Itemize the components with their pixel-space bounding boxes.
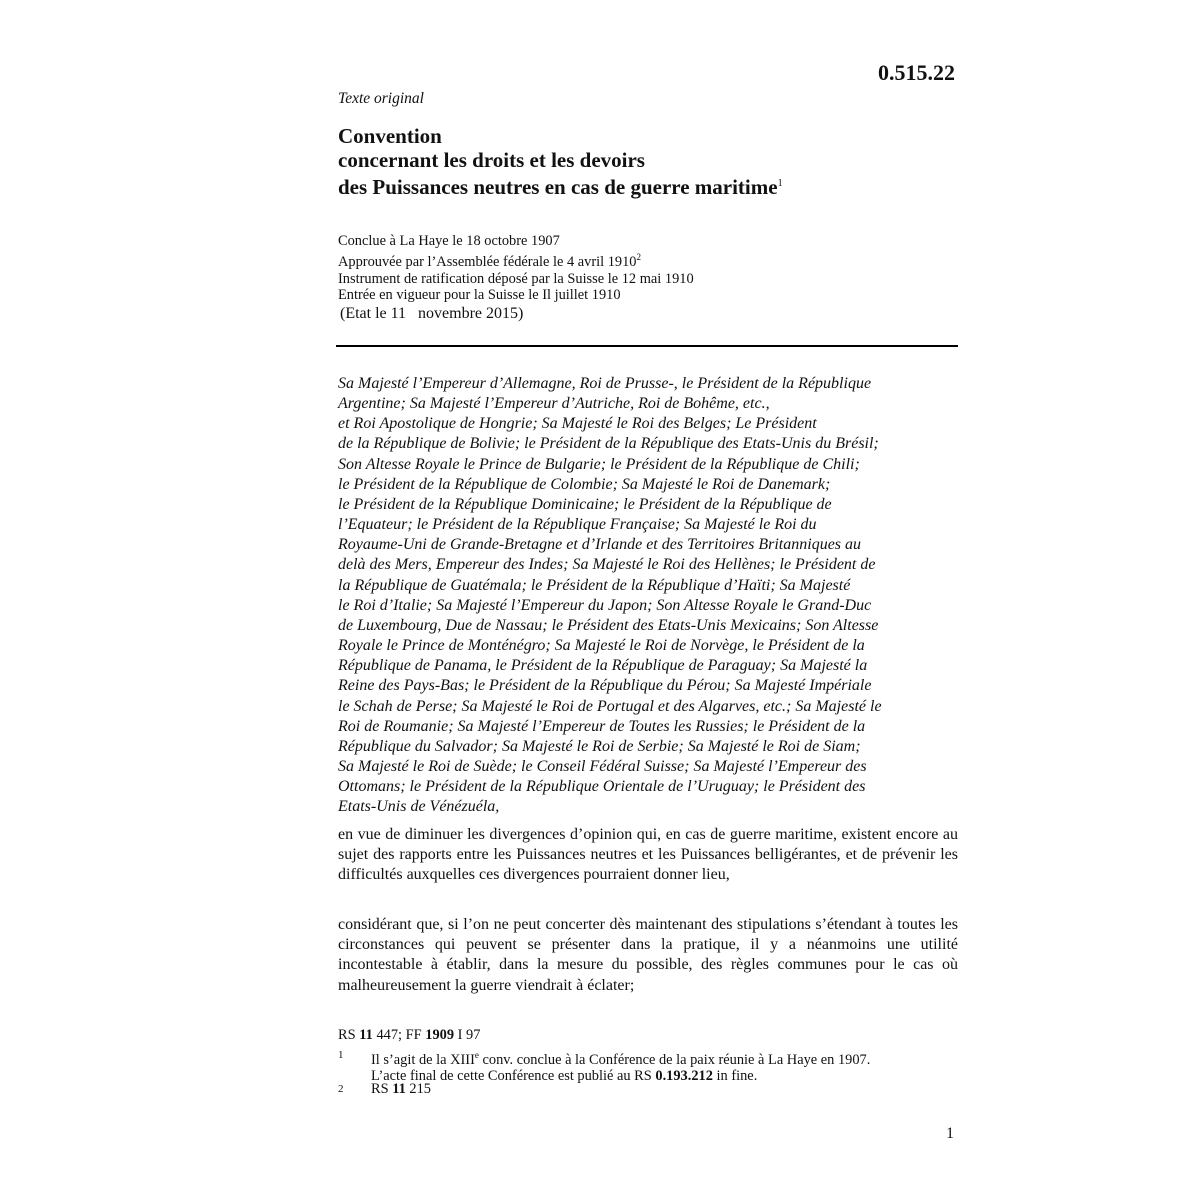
rs-volume: 11 [359,1027,373,1043]
footnote-1-line-1-b: conv. conclue à la Conférence de la paix réunie à La Haye en 1907. [478,1051,871,1068]
footnote-1-line-2-b: in fine. [712,1068,758,1085]
footnote-2-a: RS [371,1081,393,1097]
parties-line: delà des Mers, Empereur des Indes; Sa Majesté le Roi des Hellènes; le Président de [338,556,876,574]
parties-line: de la République de Bolivie; le Président de la République des Etats-Unis du Brésil; [338,435,879,453]
parties-line: Royaume-Uni de Grande-Bretagne et d’Irlande et des Territoires Britanniques au [338,536,862,554]
footnote-1-line-2-a: L’acte final de cette Conférence est publié au RS [371,1068,656,1085]
meta-entree: Entrée en vigueur pour la Suisse le Il juillet 1910 [338,287,621,304]
parties-line: Sa Majesté l’Empereur d’Allemagne, Roi de Prusse-, le Président de la République [338,375,872,392]
footnote-1-line-1 [371,1047,870,1068]
title-line-2: concernant les droits et les devoirs [338,148,645,172]
parties-line: République de Panama, le Président de la République de Paraguay; Sa Majesté la [338,657,868,675]
texte-original-label: Texte original [338,90,424,107]
parties-line: l’Equateur; le Président de la République Française; Sa Majesté le Roi du [338,516,817,534]
meta-approuvee [338,249,694,270]
parties-line: et Roi Apostolique de Hongrie; Sa Majesté le Roi des Belges; Le Président [338,415,817,433]
parties-line: Reine des Pays-Bas; le Président de la République du Pérou; Sa Majesté Impériale [338,677,872,695]
parties-line: République du Salvador; Sa Majesté le Roi de Serbie; Sa Majesté le Roi de Siam; [338,737,861,755]
footnote-2-b: 215 [405,1081,431,1097]
footnote-1-line-1-a: Il s’agit de la XIII [371,1051,475,1068]
title-line-3-text: des Puissances neutres en cas de guerre maritime [338,175,778,199]
parties-line: Etats-Unis de Vénézuéla, [338,798,500,816]
etat-date: (Etat le 11 novembre 2015) [340,305,524,322]
parties-line: le Schah de Perse; Sa Majesté le Roi de Portugal et des Algarves, etc.; Sa Majesté le [338,697,882,715]
document-title [338,124,958,199]
preamble-paragraph-1: en vue de diminuer les divergences d’opinion qui, en cas de guerre maritime, existent encore au sujet des rapports entre les Puissances neutres et les Puissances belligérantes, et de prévenir les difficultés auxquelles ces divergences pourraient donner lieu, [338,826,958,884]
parties-line: le Roi d’Italie; Sa Majesté l’Empereur du Japon; Son Altesse Royale le Grand-Duc [338,596,872,614]
meta-instrument: Instrument de ratification déposé par la Suisse le 12 mai 1910 [338,270,694,287]
meta-approuvee-text: Approuvée par l’Assemblée fédérale le 4 avril 1910 [338,254,637,271]
meta-conclue: Conclue à La Haye le 18 octobre 1907 [338,233,560,249]
parties-line: Ottomans; le Président de la République Orientale de l’Uruguay; le Président des [338,778,866,796]
official-references [338,1027,480,1044]
parties-line: le Président de la République Dominicaine; le Président de la République de [338,495,832,513]
footnote-2-volume: 11 [392,1081,406,1097]
ff-rest: I 97 [457,1027,481,1043]
footnote-1-text [371,1047,870,1085]
meta-approuvee-footnote-ref[interactable]: 2 [636,252,641,263]
footnote-1-rs-link[interactable]: 0.193.212 [655,1068,713,1085]
page-number: 1 [946,1125,954,1142]
convention-metadata [338,233,694,303]
footnote-2 [338,1081,958,1099]
ff-year: 1909 [425,1027,455,1043]
contracting-parties [338,374,958,817]
footnote-2-number: 2 [338,1083,344,1095]
title-footnote-ref[interactable]: 1 [777,178,783,189]
title-line-3 [338,172,958,199]
document-number: 0.515.22 [878,60,955,85]
parties-line: la République de Guatémala; le Président de la République d’Haïti; Sa Majesté [338,576,851,594]
parties-line: le Président de la République de Colombie; Sa Majesté le Roi de Danemark; [338,475,831,493]
footnote-1-superscript: e [474,1050,479,1060]
footnote-1 [338,1047,958,1083]
parties-line: Royale le Prince de Monténégro; Sa Majesté le Roi de Norvège, le Président de la [338,637,865,655]
footnote-1-number: 1 [338,1049,344,1061]
parties-line: Son Altesse Royale le Prince de Bulgarie; le Président de la République de Chili; [338,455,860,473]
parties-line: de Luxembourg, Due de Nassau; le Président des Etats-Unis Mexicains; Son Altesse [338,616,879,634]
rs-label: RS [338,1027,356,1043]
parties-line: Roi de Roumanie; Sa Majesté l’Empereur de Toutes les Russies; le Président de la [338,717,866,735]
footnote-2-text [371,1081,431,1097]
title-line-1: Convention [338,124,442,148]
rs-page: 447; FF [376,1027,422,1043]
parties-line: Argentine; Sa Majesté l’Empereur d’Autriche, Roi de Bohême, etc., [338,395,770,413]
header-divider [336,345,958,347]
parties-line: Sa Majesté le Roi de Suède; le Conseil Fédéral Suisse; Sa Majesté l’Empereur des [338,757,867,775]
preamble-paragraph-2: considérant que, si l’on ne peut concerter dès maintenant des stipulations s’étendant à toutes les circonstances qui peuvent se présenter dans la pratique, il y a néanmoins une utilité incontestable à établir, dans la mesure du possible, des règles communes pour le cas où malheureusement la guerre viendrait à éclater; [338,916,958,994]
